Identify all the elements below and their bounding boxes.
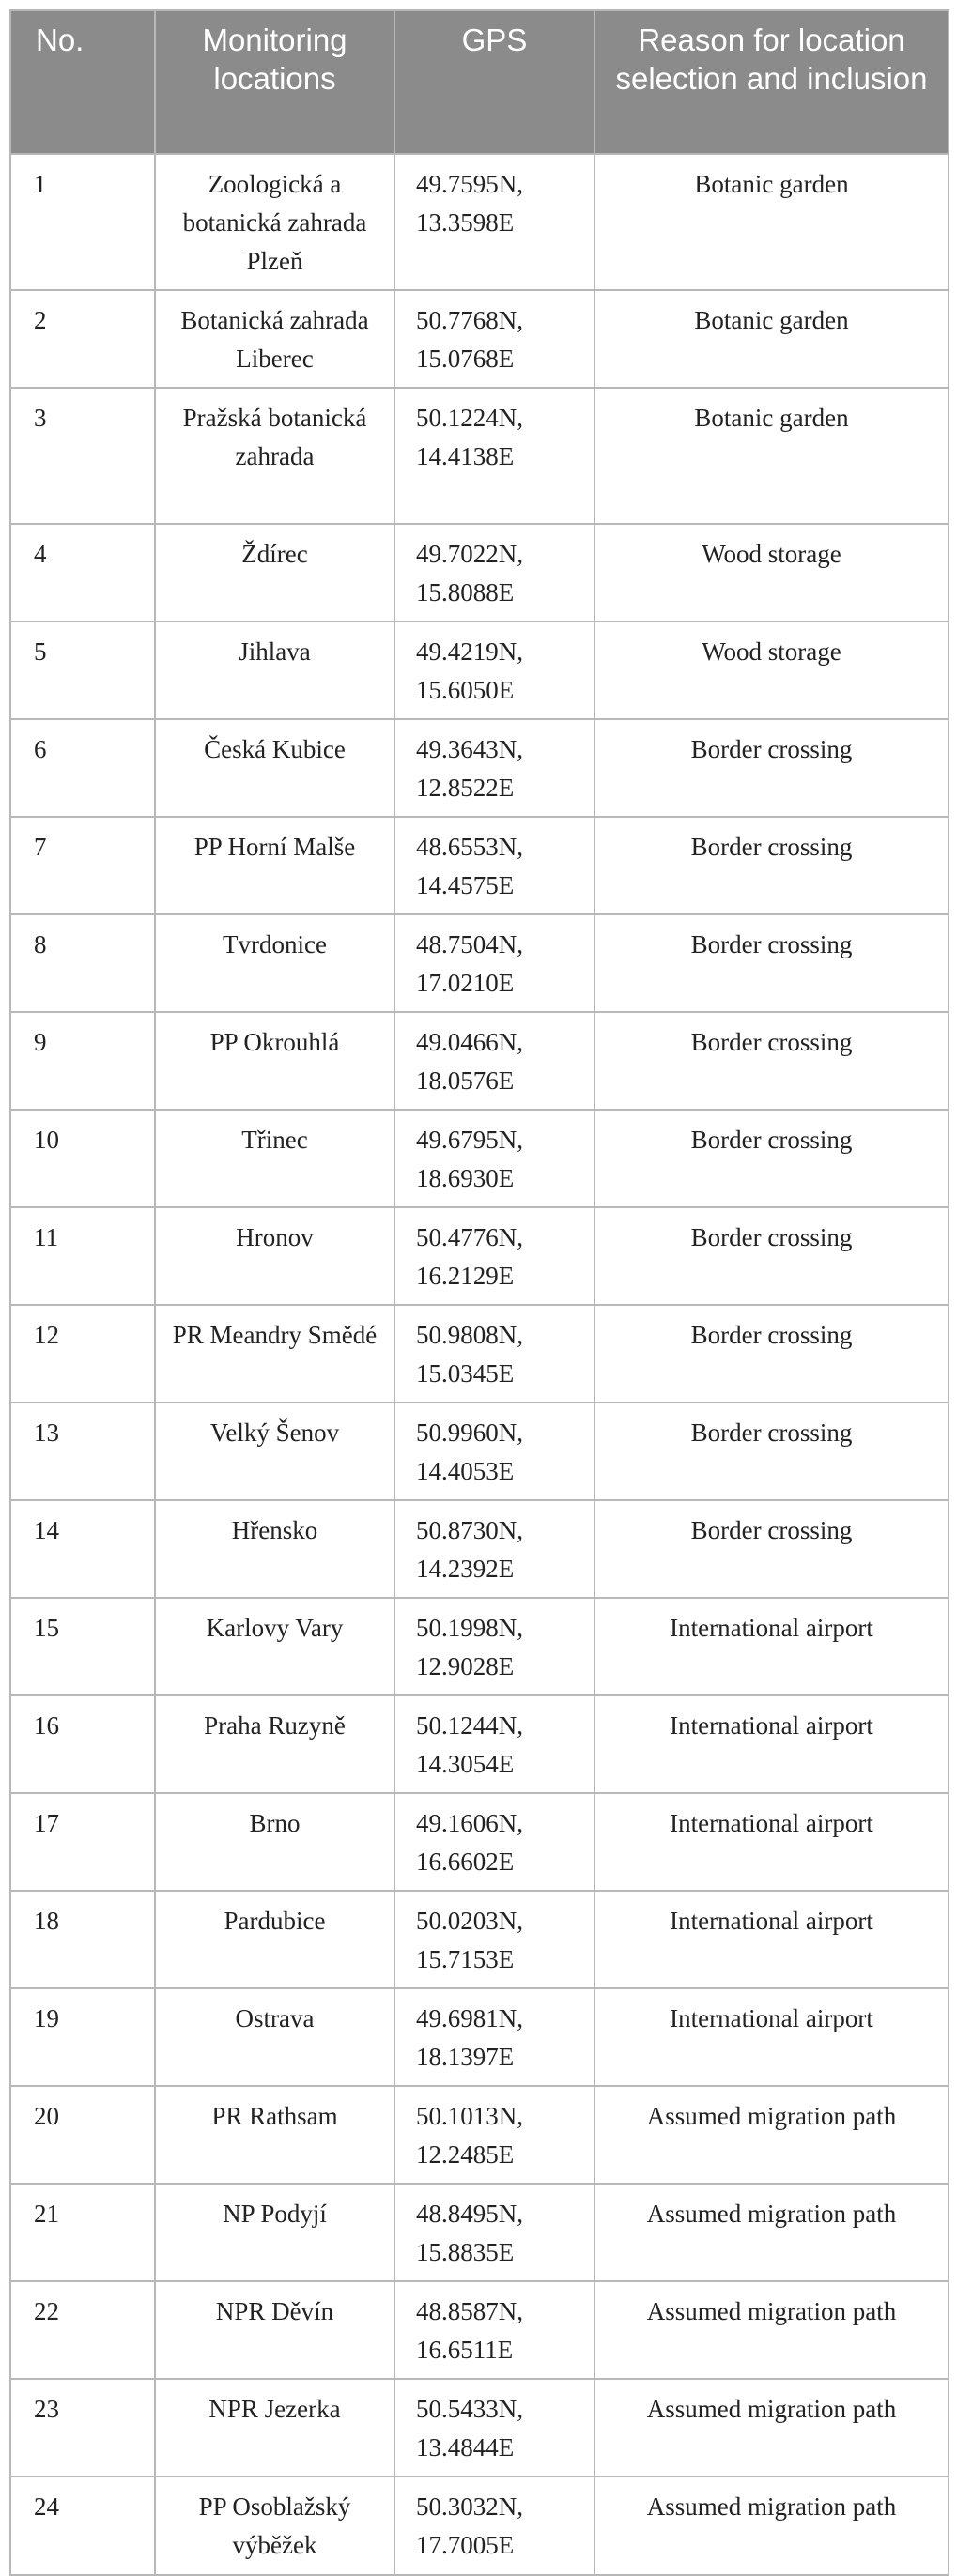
cell-no: 15 (10, 1598, 155, 1695)
gps-latitude: 48.6553N, (416, 833, 523, 861)
gps-latitude: 50.4776N, (416, 1223, 523, 1251)
gps-longitude: 15.6050E (416, 676, 515, 704)
cell-location: PP Horní Malše (155, 817, 394, 914)
gps-latitude: 49.7595N, (416, 170, 523, 198)
cell-reason: Border crossing (594, 1305, 949, 1403)
table-row (10, 2379, 949, 2476)
table-row (10, 817, 949, 914)
cell-reason: Botanic garden (594, 388, 949, 524)
cell-gps (394, 1891, 594, 1988)
table-row (10, 1695, 949, 1793)
cell-reason: Border crossing (594, 1207, 949, 1305)
gps-longitude: 12.2485E (416, 2140, 515, 2169)
cell-no: 14 (10, 1500, 155, 1598)
gps-latitude: 50.8730N, (416, 1516, 523, 1544)
gps-latitude: 50.3032N, (416, 2492, 523, 2521)
cell-no: 19 (10, 1988, 155, 2086)
cell-no: 10 (10, 1110, 155, 1207)
cell-gps (394, 1793, 594, 1891)
cell-gps (394, 914, 594, 1012)
table-row (10, 1793, 949, 1891)
cell-reason: Border crossing (594, 1012, 949, 1110)
header-location: Monitoring locations (155, 10, 394, 154)
cell-reason: International airport (594, 1598, 949, 1695)
table-row (10, 2476, 949, 2575)
gps-longitude: 13.3598E (416, 208, 515, 237)
cell-location: PP Okrouhlá (155, 1012, 394, 1110)
cell-gps (394, 524, 594, 621)
gps-latitude: 48.8495N, (416, 2200, 523, 2228)
table-row (10, 1598, 949, 1695)
table-row (10, 914, 949, 1012)
cell-reason: Wood storage (594, 524, 949, 621)
table-row (10, 524, 949, 621)
cell-reason: Wood storage (594, 621, 949, 719)
gps-latitude: 50.1224N, (416, 404, 523, 432)
cell-reason: Border crossing (594, 1110, 949, 1207)
cell-reason: International airport (594, 1695, 949, 1793)
gps-longitude: 15.0768E (416, 345, 515, 373)
gps-longitude: 15.0345E (416, 1359, 515, 1388)
table-row (10, 1207, 949, 1305)
header-row (10, 10, 949, 154)
cell-gps (394, 1500, 594, 1598)
cell-reason: Border crossing (594, 1500, 949, 1598)
table-row (10, 1988, 949, 2086)
cell-reason: Botanic garden (594, 290, 949, 388)
cell-no: 7 (10, 817, 155, 914)
cell-reason: Assumed migration path (594, 2379, 949, 2476)
gps-longitude: 17.0210E (416, 969, 515, 997)
cell-gps (394, 2281, 594, 2379)
cell-no: 23 (10, 2379, 155, 2476)
monitoring-locations-table-container (9, 9, 948, 2576)
cell-location: PP Osoblažský výběžek (155, 2476, 394, 2575)
gps-longitude: 14.4053E (416, 1457, 515, 1485)
gps-latitude: 48.7504N, (416, 930, 523, 958)
gps-longitude: 16.6602E (416, 1848, 515, 1876)
table-row (10, 154, 949, 290)
table-row (10, 2281, 949, 2379)
cell-location: Praha Ruzyně (155, 1695, 394, 1793)
table-row (10, 1403, 949, 1500)
gps-latitude: 50.9960N, (416, 1418, 523, 1447)
cell-no: 21 (10, 2184, 155, 2281)
gps-latitude: 50.9808N, (416, 1321, 523, 1349)
cell-gps (394, 1110, 594, 1207)
header-no: No. (10, 10, 155, 154)
gps-longitude: 15.7153E (416, 1945, 515, 1973)
gps-longitude: 18.6930E (416, 1164, 515, 1192)
cell-reason: Border crossing (594, 719, 949, 817)
header-reason: Reason for location selection and inclusion (594, 10, 949, 154)
cell-no: 17 (10, 1793, 155, 1891)
gps-latitude: 49.6981N, (416, 2004, 523, 2032)
gps-longitude: 14.4138E (416, 442, 515, 470)
gps-latitude: 49.3643N, (416, 735, 523, 763)
cell-location: Hronov (155, 1207, 394, 1305)
cell-location: NPR Jezerka (155, 2379, 394, 2476)
cell-gps (394, 388, 594, 524)
table-row (10, 1305, 949, 1403)
cell-location: PR Meandry Smědé (155, 1305, 394, 1403)
gps-latitude: 49.1606N, (416, 1809, 523, 1837)
cell-no: 5 (10, 621, 155, 719)
gps-latitude: 49.4219N, (416, 637, 523, 666)
gps-longitude: 14.3054E (416, 1750, 515, 1778)
gps-longitude: 18.0576E (416, 1066, 515, 1095)
cell-reason: International airport (594, 1988, 949, 2086)
cell-location: Pražská botanická zahrada (155, 388, 394, 524)
cell-location: Česká Kubice (155, 719, 394, 817)
gps-longitude: 15.8088E (416, 578, 515, 606)
cell-reason: Assumed migration path (594, 2086, 949, 2184)
cell-no: 16 (10, 1695, 155, 1793)
gps-latitude: 49.7022N, (416, 540, 523, 568)
table-header (10, 10, 949, 154)
cell-location: Ostrava (155, 1988, 394, 2086)
gps-latitude: 50.1013N, (416, 2102, 523, 2130)
gps-latitude: 50.1244N, (416, 1711, 523, 1740)
cell-gps (394, 1598, 594, 1695)
gps-longitude: 13.4844E (416, 2433, 515, 2461)
cell-reason: Border crossing (594, 817, 949, 914)
cell-location: Velký Šenov (155, 1403, 394, 1500)
cell-no: 18 (10, 1891, 155, 1988)
cell-no: 13 (10, 1403, 155, 1500)
cell-no: 1 (10, 154, 155, 290)
cell-gps (394, 2184, 594, 2281)
cell-reason: Assumed migration path (594, 2281, 949, 2379)
cell-location: Zoologická a botanická zahrada Plzeň (155, 154, 394, 290)
gps-longitude: 15.8835E (416, 2238, 515, 2266)
gps-longitude: 17.7005E (416, 2531, 515, 2559)
cell-location: Ždírec (155, 524, 394, 621)
table-row (10, 290, 949, 388)
table-row (10, 1110, 949, 1207)
cell-no: 8 (10, 914, 155, 1012)
cell-gps (394, 1207, 594, 1305)
gps-longitude: 14.2392E (416, 1555, 515, 1583)
gps-latitude: 50.0203N, (416, 1907, 523, 1935)
table-row (10, 1012, 949, 1110)
cell-reason: Botanic garden (594, 154, 949, 290)
cell-reason: Assumed migration path (594, 2184, 949, 2281)
cell-gps (394, 1403, 594, 1500)
cell-gps (394, 2086, 594, 2184)
header-gps: GPS (394, 10, 594, 154)
cell-gps (394, 290, 594, 388)
gps-latitude: 48.8587N, (416, 2297, 523, 2325)
table-row (10, 621, 949, 719)
cell-gps (394, 2379, 594, 2476)
cell-location: Pardubice (155, 1891, 394, 1988)
cell-gps (394, 154, 594, 290)
cell-no: 20 (10, 2086, 155, 2184)
gps-latitude: 50.7768N, (416, 306, 523, 334)
table-row (10, 2184, 949, 2281)
table-row (10, 1891, 949, 1988)
cell-no: 9 (10, 1012, 155, 1110)
table-row (10, 388, 949, 524)
cell-location: Hřensko (155, 1500, 394, 1598)
gps-longitude: 12.8522E (416, 774, 515, 802)
cell-location: Botanická zahrada Liberec (155, 290, 394, 388)
cell-reason: International airport (594, 1793, 949, 1891)
cell-no: 22 (10, 2281, 155, 2379)
cell-reason: Border crossing (594, 914, 949, 1012)
gps-longitude: 14.4575E (416, 871, 515, 899)
cell-location: Tvrdonice (155, 914, 394, 1012)
monitoring-locations-table (9, 9, 949, 2576)
gps-longitude: 16.2129E (416, 1262, 515, 1290)
table-row (10, 719, 949, 817)
cell-no: 11 (10, 1207, 155, 1305)
cell-gps (394, 817, 594, 914)
cell-location: Karlovy Vary (155, 1598, 394, 1695)
cell-reason: Border crossing (594, 1403, 949, 1500)
table-row (10, 1500, 949, 1598)
cell-location: NP Podyjí (155, 2184, 394, 2281)
cell-location: Třinec (155, 1110, 394, 1207)
cell-gps (394, 1695, 594, 1793)
cell-location: Jihlava (155, 621, 394, 719)
table-body (10, 154, 949, 2575)
cell-gps (394, 1988, 594, 2086)
cell-gps (394, 2476, 594, 2575)
gps-longitude: 18.1397E (416, 2043, 515, 2071)
cell-no: 12 (10, 1305, 155, 1403)
gps-latitude: 49.6795N, (416, 1126, 523, 1154)
cell-no: 24 (10, 2476, 155, 2575)
cell-gps (394, 719, 594, 817)
gps-latitude: 50.5433N, (416, 2395, 523, 2423)
cell-gps (394, 1305, 594, 1403)
cell-reason: Assumed migration path (594, 2476, 949, 2575)
cell-no: 6 (10, 719, 155, 817)
cell-reason: International airport (594, 1891, 949, 1988)
cell-gps (394, 1012, 594, 1110)
table-row (10, 2086, 949, 2184)
cell-location: NPR Děvín (155, 2281, 394, 2379)
cell-no: 2 (10, 290, 155, 388)
cell-no: 4 (10, 524, 155, 621)
gps-longitude: 12.9028E (416, 1652, 515, 1680)
cell-location: PR Rathsam (155, 2086, 394, 2184)
cell-no: 3 (10, 388, 155, 524)
cell-location: Brno (155, 1793, 394, 1891)
cell-gps (394, 621, 594, 719)
gps-longitude: 16.6511E (416, 2336, 514, 2364)
gps-latitude: 50.1998N, (416, 1614, 523, 1642)
gps-latitude: 49.0466N, (416, 1028, 523, 1056)
